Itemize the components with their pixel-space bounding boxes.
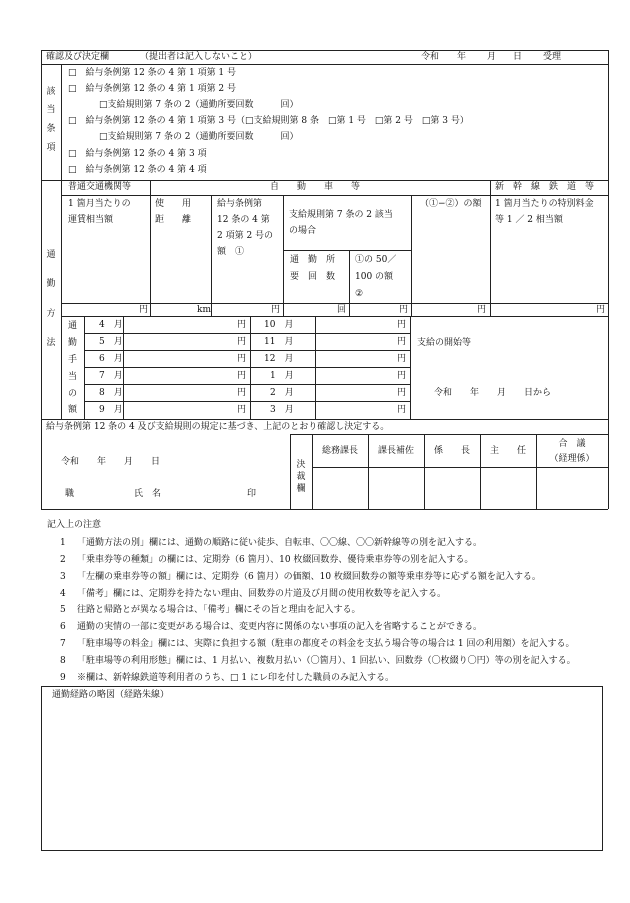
approval-label-3: 欄 [296, 484, 306, 494]
yen-cell: 円 [397, 388, 407, 398]
monthly-label-6: 額 [67, 405, 77, 415]
month-cell: 4 月 [99, 320, 123, 330]
car-amount-4: 額 ① [217, 247, 245, 257]
method-label-3: 方 [46, 309, 56, 319]
public-transport-header: 普通交通機関等 [68, 182, 132, 192]
header-day: 日 [513, 52, 523, 62]
unit-yen: 円 [596, 305, 606, 315]
yen-cell: 円 [397, 337, 407, 347]
consult-label: 合 議 [558, 439, 586, 449]
divider [150, 180, 151, 316]
header-era: 令和 [421, 52, 440, 62]
month-cell: 12 月 [264, 354, 294, 364]
monthly-label-3: 手 [67, 355, 77, 365]
shinkansen-header: 新 幹 線 鉄 道 等 [495, 182, 595, 192]
yen-cell: 円 [397, 371, 407, 381]
note-text: 「駐車場等の利用形態」欄には、1 月払い、複数月払い（〇箇月）、1 回払い、回数券（〇枚綴り〇円）等の別を記入する。 [77, 656, 576, 666]
note-text: 「乗車券等の種類」の欄には、定期券（6 箇月）、10 枚綴回数券、優待乗車券等の別を記入する。 [77, 555, 474, 565]
note-num: 2 [60, 555, 66, 565]
divider [312, 434, 313, 509]
form-border-bottom [41, 509, 608, 510]
note-num: 4 [60, 589, 66, 599]
diff-header: （①−②）の額 [420, 199, 482, 209]
rule-72-1: 支給規則第 7 条の 2 該当 [289, 210, 393, 220]
divider [211, 195, 212, 316]
header-received: 受理 [543, 52, 562, 62]
divider [84, 384, 410, 385]
monthly-label-4: 当 [67, 372, 77, 382]
month-cell: 11 月 [264, 337, 294, 347]
yen-cell: 円 [237, 337, 247, 347]
clause-line-5[interactable]: □支給規則第 7 条の 2（通勤所要回数 回） [99, 132, 299, 142]
unit-km: km [197, 305, 211, 315]
divider [424, 434, 425, 509]
note-num: 1 [60, 538, 66, 548]
clause-line-2[interactable]: □ 給与条例第 12 条の 4 第 1 項第 2 号 [68, 84, 237, 94]
note-text: 「備考」欄には、定期券を持たない理由、回数券の片道及び月間の使用枚数等を記入する。 [77, 589, 447, 599]
method-label-2: 勤 [46, 279, 56, 289]
approval-label-1: 決 [296, 460, 306, 470]
method-label-4: 法 [46, 338, 56, 348]
divider [61, 316, 608, 317]
approval-col-1: 総務課長 [321, 446, 358, 456]
note-num: 3 [60, 572, 66, 582]
route-map-box[interactable] [41, 686, 603, 851]
trips-2: 要 回 数 [290, 272, 336, 282]
divider [290, 434, 608, 435]
divider [41, 419, 608, 420]
yen-cell: 円 [237, 354, 247, 364]
divider [290, 434, 291, 509]
divider [61, 303, 608, 304]
special-fee-2: 等 1 ／ 2 相当額 [495, 215, 563, 225]
yen-cell: 円 [237, 320, 247, 330]
divider [61, 64, 62, 181]
clause-label-2: 当 [46, 105, 56, 115]
divider [84, 350, 410, 351]
rule-72-2: の場合 [289, 226, 317, 236]
route-map-title: 通勤経路の略図（経路朱線） [52, 690, 170, 700]
yen-cell: 円 [397, 320, 407, 330]
note-num: 8 [60, 656, 66, 666]
month-cell: 6 月 [99, 354, 123, 364]
clause-label-4: 項 [46, 143, 56, 153]
monthly-label-2: 勤 [67, 338, 77, 348]
form-border-top [41, 50, 608, 51]
yen-cell: 円 [397, 405, 407, 415]
clause-line-1[interactable]: □ 給与条例第 12 条の 4 第 1 項第 1 号 [68, 68, 237, 78]
month-cell: 3 月 [270, 405, 294, 415]
header-note: （提出者は記入しないこと） [140, 52, 258, 62]
half-amount-3: ② [355, 289, 364, 299]
header-year: 年 [457, 52, 467, 62]
special-fee-1: 1 箇月当たりの特別料金 [495, 199, 594, 209]
car-amount-3: 2 項第 2 号の [217, 231, 274, 241]
half-amount-1: ①の 50／ [355, 255, 397, 265]
clause-line-7[interactable]: □ 給与条例第 12 条の 4 第 4 項 [68, 165, 207, 175]
divider [283, 250, 411, 251]
seal-label: 印 [247, 489, 257, 499]
yen-cell: 円 [237, 405, 247, 415]
decision-date: 令和 年 月 日 [61, 457, 161, 467]
note-text: ※欄は、新幹線鉄道等利用者のうち、□ 1 にレ印を付した職員のみ記入する。 [77, 673, 394, 683]
monthly-label-1: 通 [67, 321, 77, 331]
divider [41, 64, 608, 65]
unit-times: 回 [337, 305, 347, 315]
divider [61, 180, 62, 419]
method-label-1: 通 [46, 250, 56, 260]
month-cell: 7 月 [99, 371, 123, 381]
monthly-label-5: の [67, 389, 77, 399]
clause-line-3[interactable]: □支給規則第 7 条の 2（通勤所要回数 回） [99, 100, 299, 110]
divider [84, 401, 410, 402]
divider [368, 434, 369, 509]
notes-title: 記入上の注意 [47, 520, 102, 530]
note-text: 通勤の実情の一部に変更がある場合は、変更内容に関係のない事項の記入を省略することができる。 [77, 622, 483, 632]
note-num: 9 [60, 673, 66, 683]
car-header: 自 動 車 等 [270, 182, 361, 192]
month-cell: 9 月 [99, 405, 123, 415]
note-text: 往路と帰路とが異なる場合は、「備考」欄にその旨と理由を記入する。 [77, 605, 361, 615]
divider [312, 467, 608, 468]
month-cell: 2 月 [270, 388, 294, 398]
approval-col-4: 主 任 [489, 446, 526, 456]
name-label: 氏 名 [134, 489, 162, 499]
car-amount-2: 12 条の 4 第 [217, 215, 270, 225]
usage-2: 距 離 [155, 215, 192, 225]
note-text: 「駐車場等の料金」欄には、実際に負担する額（駐車の都度その料金を支払う場合等の場合は 1 回の利用額）を記入する。 [77, 639, 575, 649]
unit-yen: 円 [139, 305, 149, 315]
note-text: 「左欄の乗車券等の額」欄には、定期券（6 箇月）の価額、10 枚綴回数券の額等乗車券等に応ずる額を記入する。 [77, 572, 541, 582]
unit-yen: 円 [271, 305, 281, 315]
clause-line-4[interactable]: □ 給与条例第 12 条の 4 第 1 項第 3 号（□支給規則第 8 条 □第 1 号 □第 2 号 □第 3 号） [68, 116, 469, 126]
approval-col-3: 係 長 [433, 446, 470, 456]
divider [490, 180, 491, 316]
trips-1: 通 勤 所 [290, 255, 336, 265]
approval-label-2: 裁 [296, 472, 306, 482]
divider [410, 316, 411, 419]
note-num: 6 [60, 622, 66, 632]
half-amount-2: 100 の額 [355, 272, 394, 282]
fare-monthly-1: 1 箇月当たりの [68, 199, 131, 209]
divider [349, 250, 350, 316]
divider [84, 367, 410, 368]
month-cell: 8 月 [99, 388, 123, 398]
start-date: 令和 年 月 日から [434, 388, 552, 398]
job-label: 職 [65, 489, 75, 499]
divider [84, 333, 410, 334]
clause-line-6[interactable]: □ 給与条例第 12 条の 4 第 3 項 [68, 149, 207, 159]
divider [411, 195, 412, 316]
clause-label-3: 条 [46, 124, 56, 134]
unit-yen: 円 [399, 305, 409, 315]
header-title: 確認及び決定欄 [46, 52, 110, 62]
divider [61, 195, 608, 196]
usage-1: 使 用 [155, 199, 192, 209]
approval-col-2: 課長補佐 [377, 446, 414, 456]
divider [41, 180, 608, 181]
consult-sub: （経理係） [549, 454, 595, 464]
note-text: 「通勤方法の別」欄には、通勤の順路に従い徒歩、自転車、〇〇線、〇〇新幹線等の別を記入する。 [77, 538, 483, 548]
clause-label-1: 該 [46, 87, 56, 97]
month-cell: 10 月 [264, 320, 294, 330]
yen-cell: 円 [397, 354, 407, 364]
decision-statement: 給与条例第 12 条の 4 及び支給規則の規定に基づき、上記のとおり確認し決定する。 [46, 422, 390, 432]
fare-monthly-2: 運賃相当額 [68, 215, 114, 225]
car-amount-1: 給与条例第 [217, 199, 263, 209]
note-num: 5 [60, 605, 66, 615]
month-cell: 5 月 [99, 337, 123, 347]
header-month: 月 [487, 52, 497, 62]
start-label: 支給の開始等 [417, 338, 472, 348]
month-cell: 1 月 [270, 371, 294, 381]
note-num: 7 [60, 639, 66, 649]
unit-yen: 円 [477, 305, 487, 315]
yen-cell: 円 [237, 388, 247, 398]
divider [480, 434, 481, 509]
divider [283, 195, 284, 316]
yen-cell: 円 [237, 371, 247, 381]
form-border-right [608, 50, 609, 509]
